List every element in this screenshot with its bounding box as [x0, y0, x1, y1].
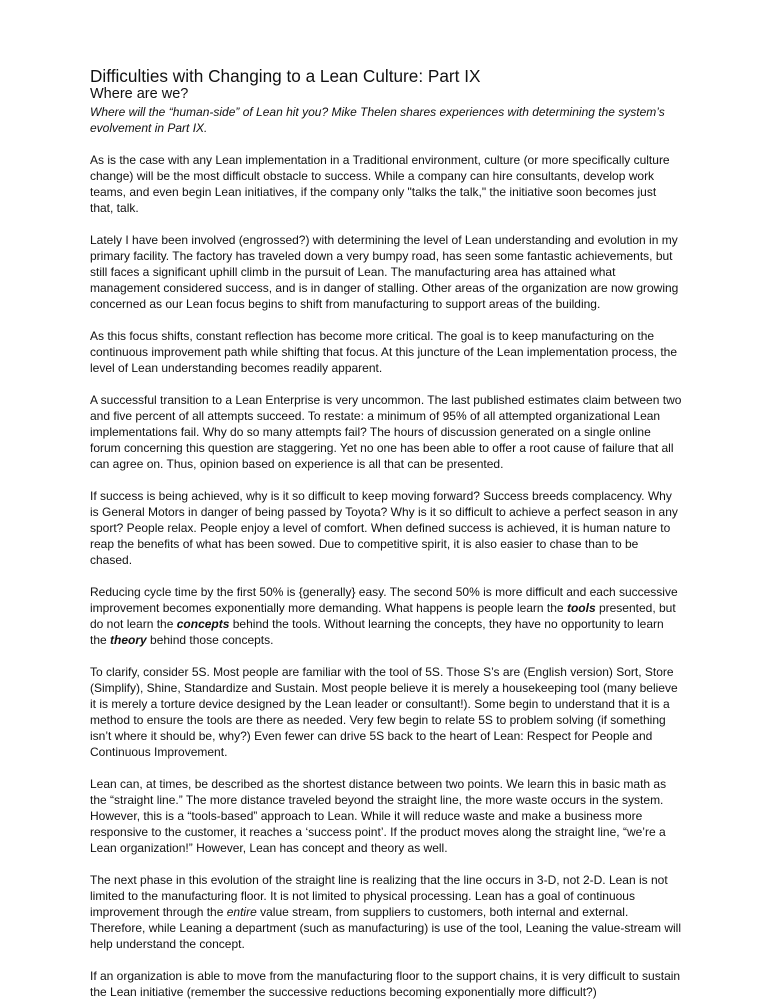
- paragraph-6-text-a: Reducing cycle time by the first 50% is {generally} easy. The second 50% is more difficult and each successive improvement becomes exponentially more demanding. What happens is people learn the: [90, 585, 678, 615]
- emphasis-tools: tools: [566, 601, 596, 615]
- intro-paragraph: Where will the “human-side” of Lean hit you? Mike Thelen shares experiences with determining the system’s evolvement in Part IX.: [90, 105, 665, 135]
- paragraph-6-text-d: behind those concepts.: [146, 633, 274, 647]
- emphasis-entire: entire: [226, 905, 257, 919]
- paragraph-8: Lean can, at times, be described as the shortest distance between two points. We learn this in basic math as the “straight line.” The more distance traveled beyond the straight line, the more waste occurs in the system. However, this is a “tools-based” approach to Lean. While it will reduce waste and make a business more responsive to the customer, it reaches a ‘success point’. If the product moves along the straight line, “we’re a Lean organization!” However, Lean has concept and theory as well.: [90, 777, 667, 855]
- paragraph-9-text-a: The next phase in this evolution of the straight line is realizing that the line occurs in 3-D, not 2-D. Lean is not limited to the manufacturing floor. It is not limited to physical processing. Lean has a goal of continuous improvement through the: [90, 873, 668, 919]
- paragraph-2: Lately I have been involved (engrossed?) with determining the level of Lean understanding and evolution in my primary facility. The factory has traveled down a very bumpy road, has seen some fantastic achievements, but still faces a significant uphill climb in the pursuit of Lean. The manufacturing area has attained what management considered success, and is in danger of stalling. Other areas of the organization are now growing concerned as our Lean focus begins to shift from manufacturing to support areas of the building.: [90, 233, 679, 311]
- emphasis-concepts: concepts: [176, 617, 230, 631]
- paragraph-6: [90, 584, 682, 648]
- paragraph-6-text-c: behind the tools. Without learning the concepts, they have no opportunity to learn the: [90, 617, 664, 647]
- paragraph-4: A successful transition to a Lean Enterprise is very uncommon. The last published estimates claim between two and five percent of all attempts succeed. To restate: a minimum of 95% of all attempted organizational Lean implementations fail. Why do so many attempts fail? The hours of discussion generated on a single online forum concerning this question are staggering. Yet no one has been able to offer a root cause of failure that all can agree on. Thus, opinion based on experience is all that can be presented.: [90, 393, 682, 471]
- paragraph-6-text-b: presented, but do not learn the: [90, 601, 676, 631]
- paragraph-3: As this focus shifts, constant reflection has become more critical. The goal is to keep manufacturing on the continuous improvement path while shifting that focus. At this juncture of the Lean implementation process, the level of Lean understanding becomes readily apparent.: [90, 329, 677, 375]
- paragraph-1: As is the case with any Lean implementation in a Traditional environment, culture (or more specifically culture change) will be the most difficult obstacle to success. While a company can hire consultants, develop work teams, and even begin Lean initiatives, if the company only "talks the talk," the initiative soon becomes just that, talk.: [90, 153, 670, 215]
- document-subtitle: Where are we?: [90, 86, 189, 102]
- document-page: [90, 66, 682, 1000]
- emphasis-theory: theory: [110, 633, 147, 647]
- document-title: Difficulties with Changing to a Lean Culture: Part IX: [90, 66, 481, 86]
- paragraph-7: To clarify, consider 5S. Most people are familiar with the tool of 5S. Those S’s are (English version) Sort, Store (Simplify), Shine, Standardize and Sustain. Most people believe it is merely a housekeeping tool (many believe it is merely a torture device designed by the Lean leader or consultant!). Some begin to understand that it is a method to ensure the tools are there as needed. Very few begin to relate 5S to problem solving (if something isn’t where it should be, why?) Even fewer can drive 5S back to the heart of Lean: Respect for People and Continuous Improvement.: [90, 665, 678, 759]
- paragraph-9: [90, 872, 682, 952]
- paragraph-10: If an organization is able to move from the manufacturing floor to the support chains, it is very difficult to sustain the Lean initiative (remember the successive reductions becoming exponentially more difficult?): [90, 969, 681, 999]
- paragraph-5: If success is being achieved, why is it so difficult to keep moving forward? Success breeds complacency. Why is General Motors in danger of being passed by Toyota? Why is it so difficult to achieve a perfect season in any sport? People relax. People enjoy a level of comfort. When defined success is achieved, it is human nature to reap the benefits of what has been sowed. Due to competitive spirit, it is also easier to chase than to be chased.: [90, 489, 678, 567]
- paragraph-9-text-b: value stream, from suppliers to customers, both internal and external. Therefore, while Leaning a department (such as manufacturing) is use of the tool, Leaning the value-stream will help understand the concept.: [90, 905, 681, 951]
